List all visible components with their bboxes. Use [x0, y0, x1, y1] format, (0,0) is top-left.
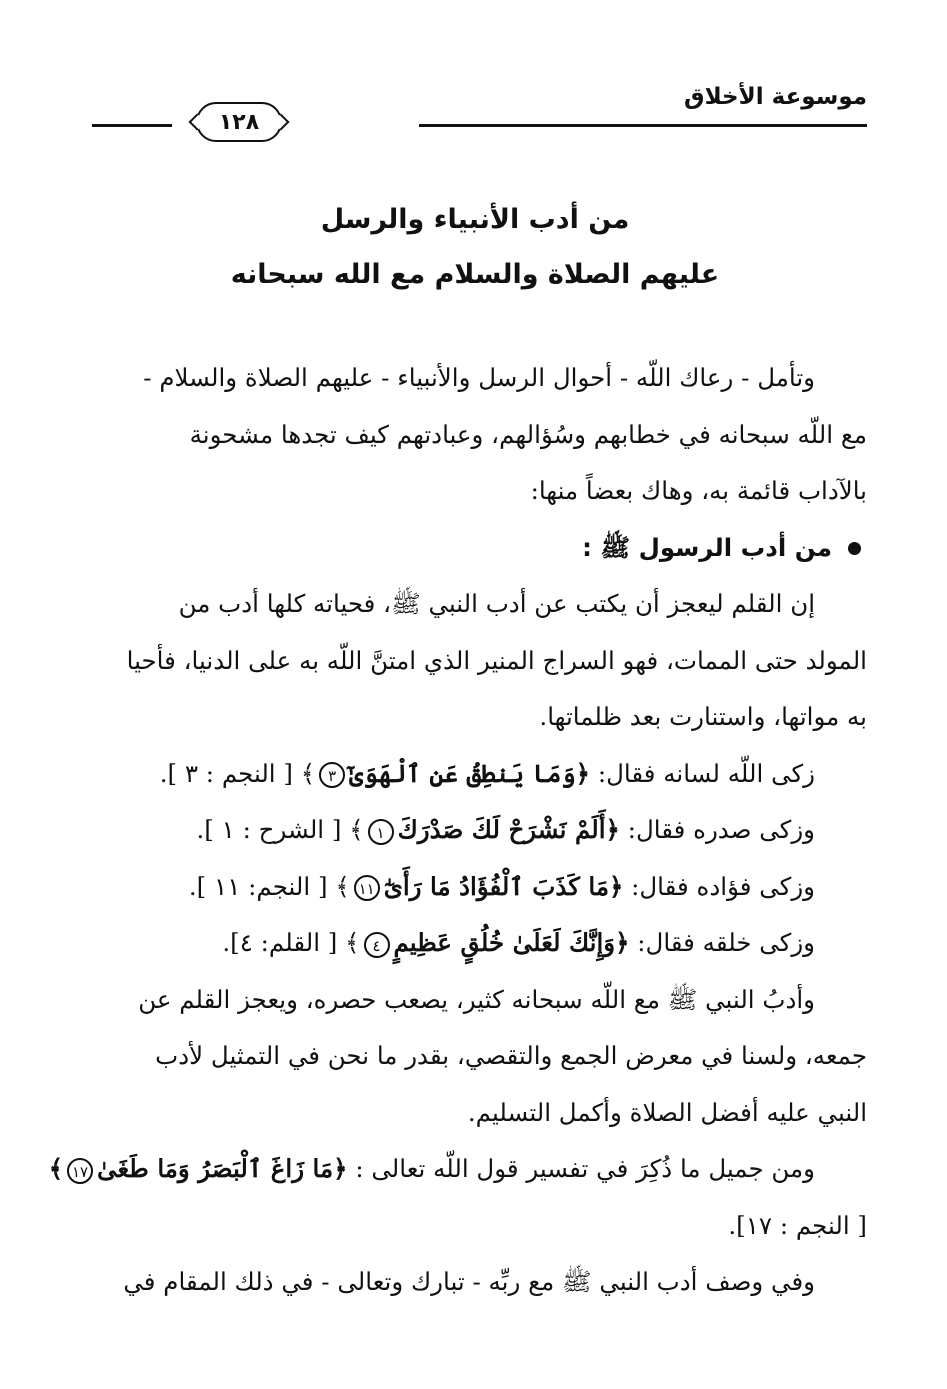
verse-reference: ﴾ [ النجم: ١١ ].: [188, 871, 350, 901]
section-bullet: [92, 520, 867, 577]
text-line: بالآداب قائمة به، وهاك بعضاً منها:: [530, 476, 867, 505]
ayah-number: ٤: [364, 932, 390, 958]
ayah-number: ١١: [354, 875, 380, 901]
ayah-number: ٣: [319, 762, 345, 788]
verse-intro: وزكى خلقه فقال:: [637, 928, 815, 957]
bullet-icon: [848, 542, 861, 555]
header-rule-right: [419, 124, 867, 127]
text-line: به مواتها، واستنارت بعد ظلماتها.: [539, 702, 867, 731]
running-title: موسوعة الأخلاق: [684, 84, 867, 110]
text-line: النبي عليه أفضل الصلاة وأكمل التسليم.: [467, 1097, 867, 1127]
verse-line: [92, 746, 867, 803]
verse-intro: ومن جميل ما ذُكِرَ في تفسير قول اللّه تعالى :: [355, 1154, 815, 1183]
verse-intro: وزكى فؤاده فقال:: [631, 871, 815, 901]
verse-line: [92, 859, 867, 916]
text-line: وتأمل - رعاك اللّه - أحوال الرسل والأنبياء - عليهم الصلاة والسلام -: [143, 363, 815, 392]
text-line-content: وفي وصف أدب النبي ﷺ مع ربِّه - تبارك وتعالى - في ذلك المقام في: [123, 1267, 815, 1296]
header-rule-left: [92, 124, 172, 127]
verse-line: [48, 1141, 867, 1198]
verse-line: [92, 802, 867, 859]
ayah-number: ١: [368, 819, 394, 845]
verse-line: [92, 915, 867, 972]
text-line: جمعه، ولسنا في معرض الجمع والتقصي، بقدر ما نحن في التمثيل لأدب: [155, 1041, 867, 1070]
verse-intro: زكى اللّه لسانه فقال:: [597, 758, 815, 788]
quran-verse: ﴿وَإِنَّكَ لَعَلَىٰ خُلُقٍ عَظِيمٍ: [393, 928, 630, 957]
section-heading: [150, 192, 800, 302]
verse-close: ﴾: [48, 1154, 64, 1183]
paragraph-prophet-with-god: [92, 972, 867, 1142]
text-line: المولد حتى الممات، فهو السراج المنير الذي امتنَّ اللّه به على الدنيا، فأحيا: [126, 645, 867, 675]
verse-intro: وزكى صدره فقال:: [627, 815, 815, 844]
page-number: ١٢٨: [218, 109, 260, 135]
quran-verse: ﴿أَلَمْ نَشْرَحْ لَكَ صَدْرَكَ: [397, 815, 620, 844]
body-text: [48, 350, 867, 1311]
heading-line-2: عليهم الصلاة والسلام مع الله سبحانه: [230, 259, 720, 290]
verse-reference: ﴾ [ النجم : ٣ ].: [159, 758, 316, 788]
verse-reference: [ النجم : ١٧].: [728, 1210, 867, 1240]
paragraph-prophet-manners: [92, 576, 867, 746]
quran-verse: ﴿مَا كَذَبَ ٱلْفُؤَادُ مَا رَأَىٰٓ: [383, 871, 624, 901]
page-number-badge: [196, 102, 282, 142]
ayah-number: ١٧: [67, 1158, 93, 1184]
verse-reference: ﴾ [ القلم: ٤].: [222, 928, 360, 957]
text-line: وأدبُ النبي ﷺ مع اللّه سبحانه كثير، يصعب حصره، ويعجز القلم عن: [138, 984, 815, 1014]
verse-reference-line: [92, 1198, 867, 1255]
text-line: [92, 1254, 867, 1311]
quran-verse: ﴿وَمَا يَنطِقُ عَنِ ٱلْهَوَىٰٓ: [349, 758, 591, 788]
bullet-label: من أدب الرسول ﷺ :: [582, 532, 832, 562]
verse-reference: ﴾ [ الشرح : ١ ].: [196, 815, 364, 844]
quran-verse: ﴿مَا زَاغَ ٱلْبَصَرُ وَمَا طَغَىٰ: [97, 1154, 348, 1183]
heading-line-1: من أدب الأنبياء والرسل: [320, 204, 630, 235]
page-header: [92, 80, 867, 140]
paragraph-intro: [92, 350, 867, 520]
text-line: إن القلم ليعجز أن يكتب عن أدب النبي ﷺ، فحياته كلها أدب من: [178, 589, 815, 618]
text-line: مع اللّه سبحانه في خطابهم وسُؤالهم، وعبادتهم كيف تجدها مشحونة: [189, 419, 867, 449]
